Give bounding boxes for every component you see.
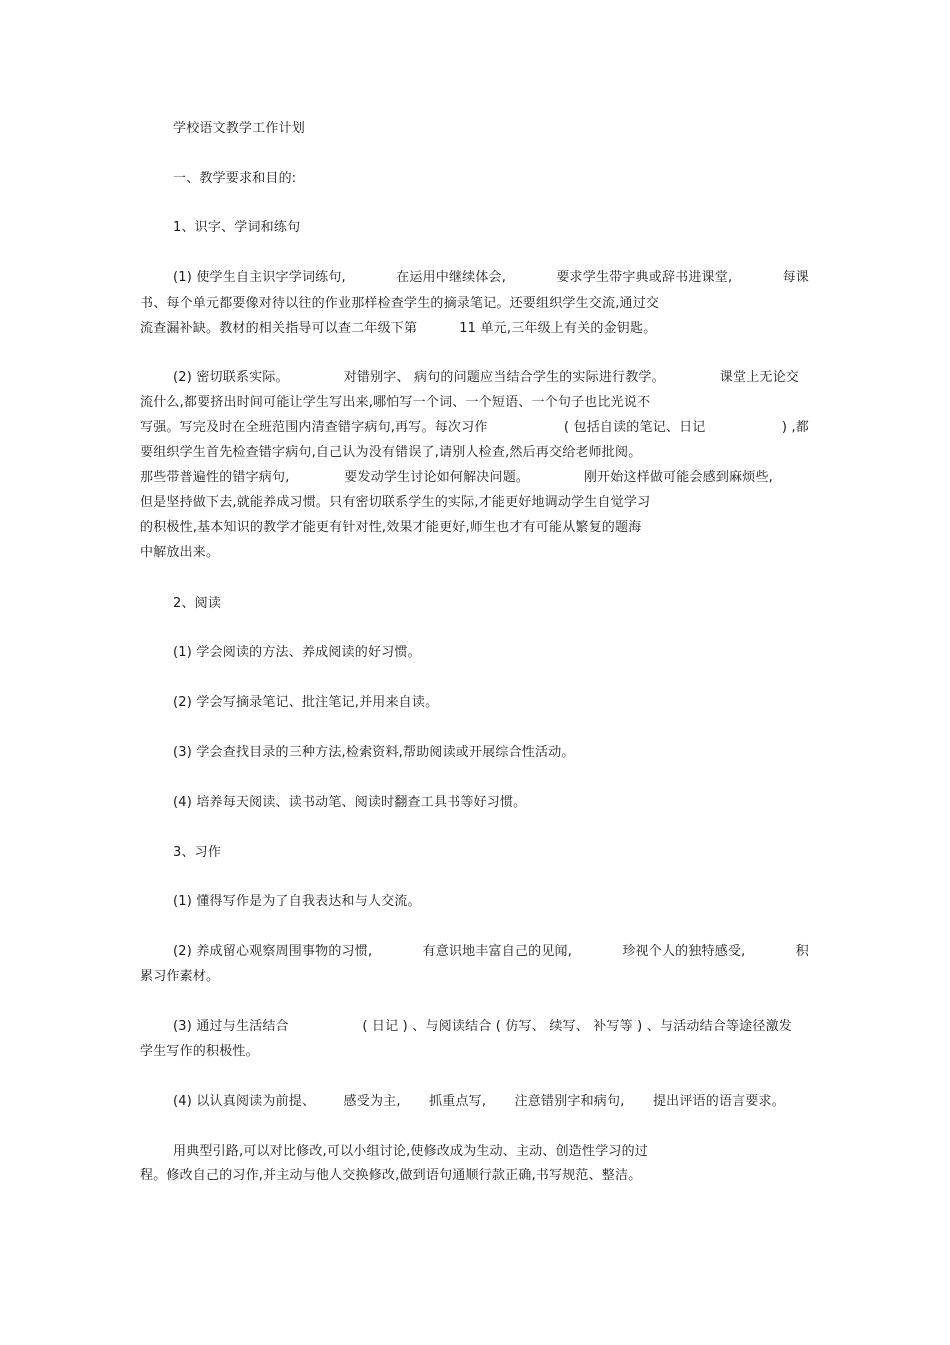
text-segment: (1) 使学生自主识字学词练句, — [173, 270, 346, 285]
text-segment: 那些带普遍性的错字病句, — [140, 470, 290, 485]
list-item: (1) 学会阅读的方法、养成阅读的好习惯。 — [173, 645, 421, 660]
paragraph-line — [140, 320, 656, 337]
text-segment: 要发动学生讨论如何解决问题。 — [344, 470, 530, 485]
text-segment: (2) 密切联系实际。 — [173, 370, 289, 385]
paragraph-line: 的积极性,基本知识的教学才能更有针对性,效果才能更好,师生也才有可能从繁复的题海 — [140, 520, 642, 535]
text-segment: 有意识地丰富自己的见闻, — [422, 944, 573, 959]
text-segment: 每课 — [782, 270, 809, 285]
paragraph-line: 要组织学生首先检查错字病句,自己认为没有错误了,请别人检查,然后再交给老师批阅。 — [140, 445, 642, 460]
paragraph-line — [173, 1018, 792, 1035]
text-segment: ( 日记 ) 、与阅读结合 ( 仿写、 续写、 补写等 ) 、与活动结合等途径激发 — [362, 1019, 792, 1034]
section-heading: 一、教学要求和目的: — [173, 171, 297, 186]
text-segment: 对错别字、 病句的问题应当结合学生的实际进行教学。 — [343, 370, 665, 385]
text-segment: ) ,都 — [781, 420, 809, 435]
document-title: 学校语文教学工作计划 — [173, 121, 306, 136]
text-segment: 11 单元,三年级上有关的金钥匙。 — [459, 321, 657, 336]
text-segment: 要求学生带字典或辞书进课堂, — [556, 270, 733, 285]
text-segment: 注意错别字和病句, — [514, 1094, 625, 1109]
list-item: (3) 学会查找目录的三种方法,检索资料,帮助阅读或开展综合性活动。 — [173, 745, 575, 760]
text-segment: 流查漏补缺。教材的相关指导可以查二年级下第 — [140, 321, 418, 336]
text-segment: 课堂上无论交 — [719, 370, 799, 385]
text-segment: ( 包括自读的笔记、日记 — [563, 420, 706, 435]
text-segment: 刚开始这样做可能会感到麻烦些, — [583, 470, 773, 485]
list-item: (1) 懂得写作是为了自我表达和与人交流。 — [173, 894, 421, 909]
paragraph-line — [173, 369, 799, 386]
subsection-heading: 1、识字、学词和练句 — [173, 220, 301, 235]
paragraph-line: 累习作素材。 — [140, 969, 220, 984]
paragraph-line: 学生写作的积极性。 — [140, 1044, 259, 1059]
paragraph-line: 中解放出来。 — [140, 545, 220, 560]
list-item: (2) 学会写摘录笔记、批注笔记,并用来自读。 — [173, 695, 439, 710]
text-segment: 写强。写完及时在全班范围内清查错字病句,再写。每次习作 — [140, 420, 488, 435]
list-item: (4) 培养每天阅读、读书动笔、阅读时翻查工具书等好习惯。 — [173, 795, 527, 810]
text-segment: 提出评语的语言要求。 — [652, 1094, 785, 1109]
paragraph-line — [140, 469, 773, 486]
text-segment: (2) 养成留心观察周围事物的习惯, — [173, 944, 373, 959]
paragraph-line: 流什么,都要挤出时间可能让学生写出来,哪怕写一个词、一个短语、一个句子也比光说不 — [140, 395, 651, 410]
paragraph-line — [173, 269, 809, 286]
text-segment: (3) 通过与生活结合 — [173, 1019, 289, 1034]
subsection-heading: 3、习作 — [173, 845, 222, 860]
paragraph-line: 程。修改自己的习作,并主动与他人交换修改,做到语句通顺行款正确,书写规范、整洁。 — [140, 1168, 642, 1183]
text-segment: 在运用中继续体会, — [396, 270, 507, 285]
text-segment: 珍视个人的独特感受, — [622, 944, 746, 959]
paragraph-line: 书、每个单元都要像对待以往的作业那样检查学生的摘录笔记。还要组织学生交流,通过交 — [140, 296, 660, 311]
text-segment: (4) 以认真阅读为前提、 — [173, 1094, 316, 1109]
subsection-heading: 2、阅读 — [173, 596, 222, 611]
paragraph-line: 用典型引路,可以对比修改,可以小组讨论,使修改成为生动、主动、创造性学习的过 — [173, 1144, 648, 1159]
text-segment: 感受为主, — [343, 1094, 401, 1109]
text-segment: 积 — [795, 944, 809, 959]
paragraph-line — [173, 943, 809, 960]
paragraph-line — [173, 1093, 785, 1110]
text-segment: 抓重点写, — [429, 1094, 487, 1109]
paragraph-line: 但是坚持做下去,就能养成习惯。只有密切联系学生的实际,才能更好地调动学生自觉学习 — [140, 495, 651, 510]
paragraph-line — [140, 419, 809, 436]
